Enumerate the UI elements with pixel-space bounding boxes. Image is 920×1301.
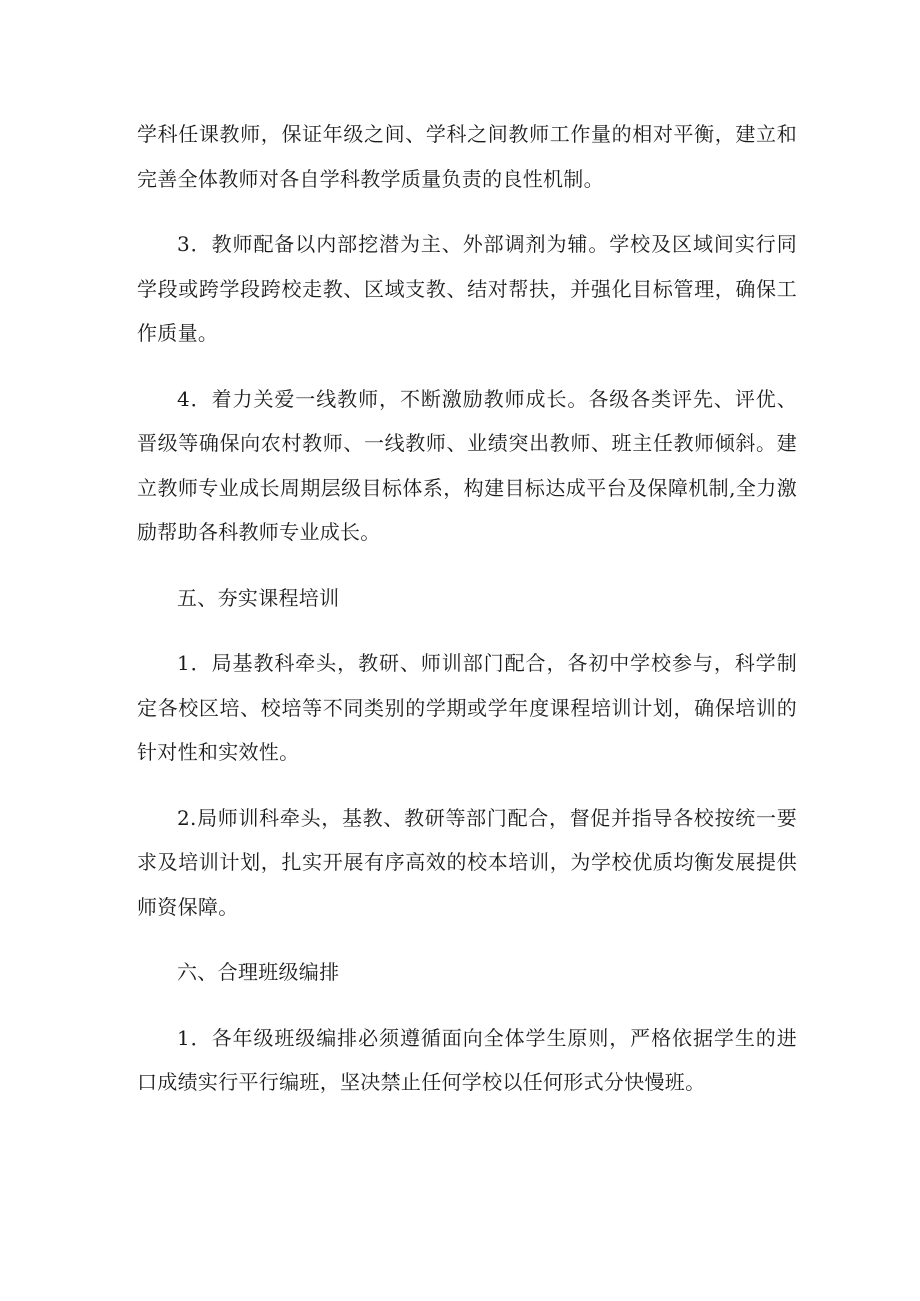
- section-heading-6: 六、合理班级编排: [177, 960, 340, 984]
- paragraph-item-4: 4．着力关爱一线教师，不断激励教师成长。各级各类评先、评优、晋级等确保向农村教师、一线教师、业绩突出教师、班主任教师倾斜。建立教师专业成长周期层级目标体系，构建目标达成平台及保障机制,全力激励帮助各科教师专业成长。: [137, 386, 797, 544]
- paragraph-class-placement: 1．各年级班级编排必须遵循面向全体学生原则，严格依据学生的进口成绩实行平行编班，坚决禁止任何学校以任何形式分快慢班。: [137, 1025, 797, 1094]
- section-heading-5: 五、夯实课程培训: [177, 585, 340, 610]
- paragraph-item-1: 1．局基教科牵头，教研、师训部门配合，各初中学校参与，科学制定各校区培、校培等不同类别的学期或学年度课程培训计划，确保培训的针对性和实效性。: [137, 651, 797, 764]
- paragraph-item-2: 2.局师训科牵头，基教、教研等部门配合，督促并指导各校按统一要求及培训计划，扎实开展有序高效的校本培训，为学校优质均衡发展提供师资保障。: [137, 805, 797, 919]
- paragraph-continuation: 学科任课教师，保证年级之间、学科之间教师工作量的相对平衡，建立和完善全体教师对各自学科教学质量负责的良性机制。: [137, 122, 797, 191]
- paragraph-item-3: 3．教师配备以内部挖潜为主、外部调剂为辅。学校及区域间实行同学段或跨学段跨校走教、区域支教、结对帮扶，并强化目标管理，确保工作质量。: [137, 232, 797, 345]
- document-body: [137, 112, 797, 1126]
